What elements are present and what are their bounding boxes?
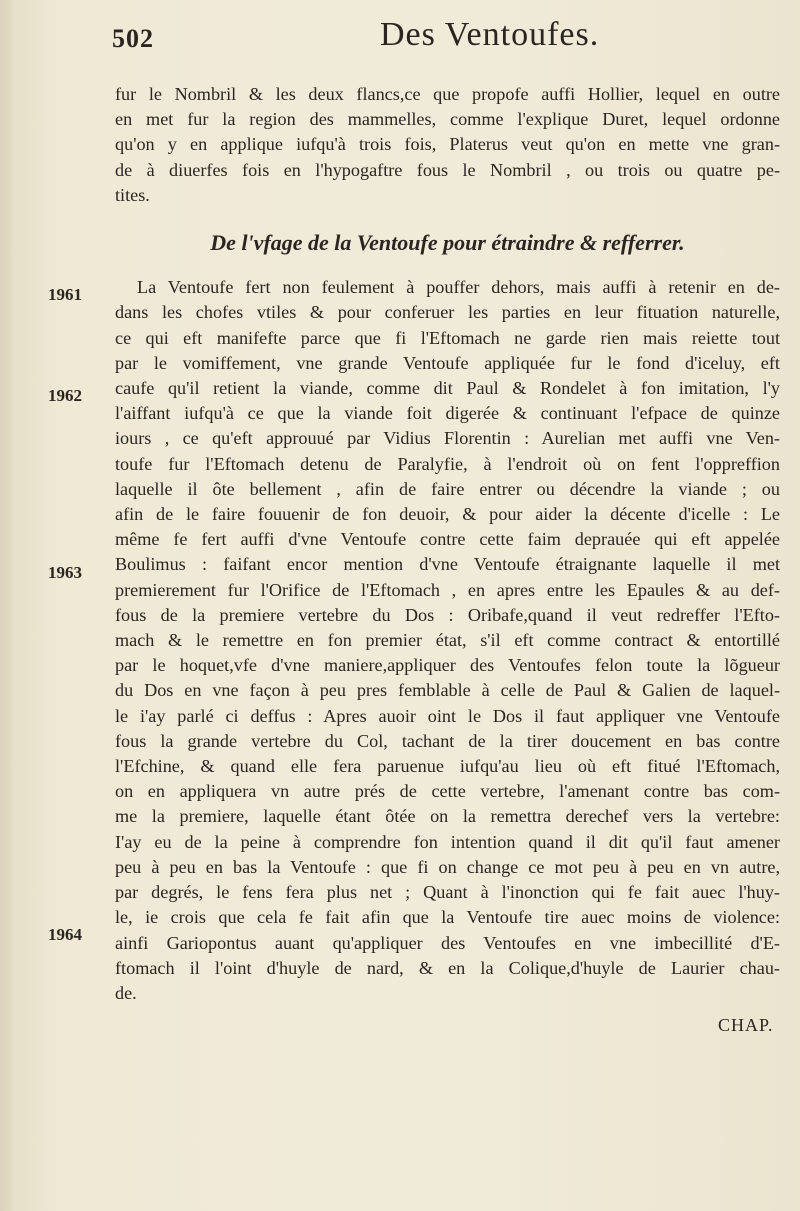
margin-note: 1961 [48,285,82,304]
page-gutter-shadow [0,0,14,1211]
margin-note: 1962 [48,386,82,405]
text-line: I'ay eu de la peine à comprendre fon intention quand il dit qu'il faut amener [115,831,780,852]
section-heading: De l'vfage de la Ventoufe pour étraindre & refferrer. [210,230,685,256]
text-line: laquelle il ôte bellement , afin de faire entrer ou décendre la viande ; ou [115,478,780,499]
text-line: fur le Nombril & les deux flancs,ce que propofe auffi Hollier, lequel en outre [115,84,780,104]
text-line: de. [115,982,137,1003]
text-line: le, ie crois que cela fe fait afin que la Ventoufe tire auec moins de violence: [115,907,780,928]
text-line: premierement fur l'Orifice de l'Eftomach , en apres entre les Epaules & au def- [115,579,780,600]
page-header [0,0,800,80]
text-line: iours , ce qu'eft approuué par Vidius Florentin : Aurelian met auffi vne Ven- [115,428,780,449]
text-line: caufe qu'il retient la viande, comme dit Paul & Rondelet à fon imitation, l'y [115,378,780,399]
text-line: toufe fur l'Eftomach detenu de Paralyfie, à l'endroit où on fent l'oppreffion [115,453,780,474]
margin-note: 1964 [48,925,82,944]
text-line: l'Efchine, & quand elle fera paruenue iufqu'au lieu où eft fitué l'Eftomach, [115,756,780,777]
text-line: fous de la premiere vertebre du Dos : Oribafe,quand il veut redreffer l'Efto- [115,604,780,625]
text-line: par le vomiffement, vne grande Ventoufe appliquée fur le fond d'iceluy, eft [115,352,780,373]
text-line: Boulimus : faifant encor mention d'vne Ventoufe étraignante laquelle il met [115,554,780,575]
body-text [115,82,780,1006]
text-line: du Dos en vne façon à peu pres femblable à celle de Paul & Galien de laquel- [115,680,780,701]
text-line: La Ventoufe fert non feulement à pouffer dehors, mais auffi à retenir en de- [137,277,780,298]
text-line: on en appliquera vn autre prés de cette vertebre, l'amenant contre bas com- [115,781,780,802]
text-line: dans les chofes vtiles & pour conferuer les parties en leur fituation naturelle, [115,302,780,323]
text-line: qu'on y en applique iufqu'à trois fois, Platerus veut qu'on en mette vne gran- [115,134,780,155]
text-line: par le hoquet,vfe d'vne maniere,appliquer des Ventoufes felon toute la lõgueur [115,655,780,676]
text-line: afin de le faire fouuenir de fon deuoir, & pour aider la décente d'icelle : Le [115,504,780,525]
text-line: ainfi Gariopontus auant qu'appliquer des Ventoufes en vne imbecillité d'E- [115,932,780,953]
text-line: par degrés, le fens fera plus net ; Quant à l'inonction qui fe fait auec l'huy- [115,882,780,903]
text-line: mach & le remettre en fon premier état, s'il eft comme contract & entortillé [115,630,780,651]
text-line: de à diuerfes fois en l'hypogaftre fous le Nombril , ou trois ou quatre pe- [115,159,780,180]
text-line: en met fur la region des mammelles, comme l'explique Duret, lequel ordonne [115,109,780,130]
text-line: même fe fert auffi d'vne Ventoufe contre cette faim deprauée qui eft appelée [115,529,780,550]
text-line: fous la grande vertebre du Col, tachant de la tirer doucement en bas contre [115,730,780,751]
text-line: me la premiere, laquelle étant ôtée on la remettra derechef vers la vertebre: [115,806,780,827]
page-number: 502 [112,24,154,53]
text-line: peu à peu en bas la Ventoufe : que fi on change ce mot peu à peu en vn autre, [115,856,780,877]
text-line: le i'ay parlé ci deffus : Apres auoir oint le Dos il faut appliquer vne Ventoufe [115,705,780,726]
running-title: Des Ventoufes. [380,16,600,53]
text-line: ftomach il l'oint d'huyle de nard, & en la Colique,d'huyle de Laurier chau- [115,957,780,978]
text-line: ce qui eft manifefte parce que fi l'Eftomach ne garde rien mais reiette tout [115,327,780,348]
text-line: tites. [115,184,150,205]
margin-note: 1963 [48,563,82,582]
text-line: l'aiffant iufqu'à ce que la viande foit digerée & continuant l'efpace de quinze [115,403,780,424]
catchword: CHAP. [718,1015,774,1035]
